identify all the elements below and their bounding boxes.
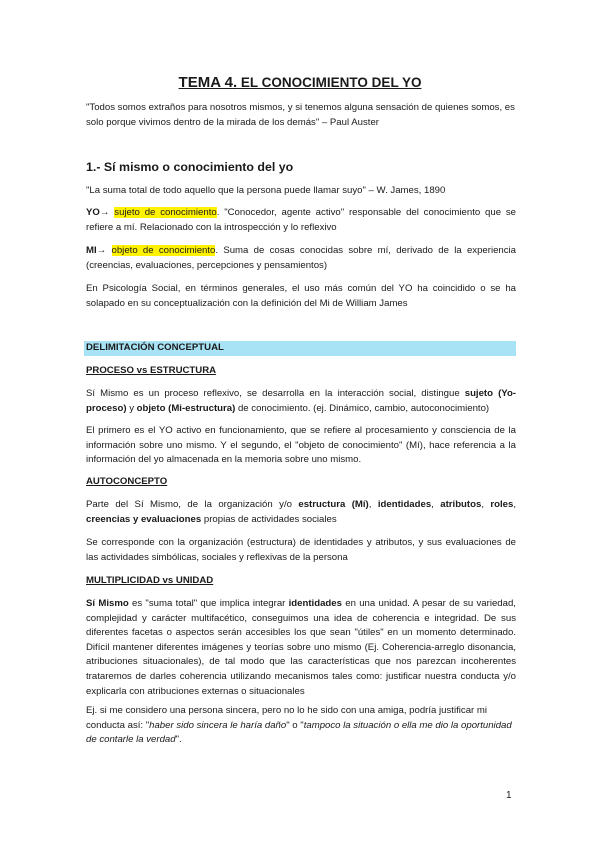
james-quote: "La suma total de todo aquello que la persona puede llamar suyo" – W. James, 1890: [86, 185, 446, 196]
autoconcepto-paragraph-2: Se corresponde con la organización (estructura) de identidades y atributos, y sus evaluaciones de las actividades simbólicas, sociales y reflexivas de la persona: [86, 537, 516, 563]
proceso-paragraph-2: El primero es el YO activo en funcionamiento, que se refiere al procesamiento y consciencia de la información sobre uno mismo. Y el segundo, el "objeto de conocimiento" (Mí), hace referencia a la información del yo almacenada en la memoria sobre uno mismo.: [86, 425, 516, 466]
page-title: TEMA 4. EL CONOCIMIENTO DEL YO: [178, 74, 422, 91]
section-band: DELIMITACIÓN CONCEPTUAL: [84, 341, 516, 356]
page-number: 1: [506, 790, 512, 801]
mi-definition: MI→ objeto de conocimiento. Suma de cosas conocidas sobre mí, derivado de la experiencia (creencias, evaluaciones, percepciones y pensamientos): [86, 245, 517, 271]
autoconcepto-paragraph-1: Parte del Sí Mismo, de la organización y/o estructura (Mí), identidades, atributos, roles, creencias y evaluaciones propias de actividades sociales: [86, 499, 517, 525]
yo-definition: YO→ sujeto de conocimiento. "Conocedor, agente activo" responsable del conocimiento que se refiere a mí. Relacionado con la introspección y lo reflexivo: [86, 207, 516, 233]
example-paragraph: Ej. si me considero una persona sincera, pero no lo he sido con una amiga, podría justificar mi conducta así: "haber sido sincera le haría daño" o "tampoco la situación o ella me dio la oportunidad de contarle la verdad".: [86, 705, 512, 746]
mi-highlight: objeto de conocimiento: [111, 245, 216, 256]
autoconcepto-heading: AUTOCONCEPTO: [86, 476, 168, 487]
yo-highlight: sujeto de conocimiento: [114, 207, 217, 218]
section-heading: 1.- Sí mismo o conocimiento del yo: [86, 160, 294, 174]
multiplicidad-heading: MULTIPLICIDAD vs UNIDAD: [86, 575, 214, 586]
epigraph: "Todos somos extraños para nosotros mismos, y si tenemos alguna sensación de quienes somos, es solo porque vivimos dentro de la mirada de los demás" – Paul Auster: [86, 102, 515, 128]
proceso-heading: PROCESO vs ESTRUCTURA: [86, 365, 217, 376]
psicologia-social-paragraph: En Psicología Social, en términos generales, el uso más común del YO ha coincidido o se ha solapado en su conceptualización con la definición del Mi de William James: [86, 283, 516, 309]
multiplicidad-paragraph: Sí Mismo es "suma total" que implica integrar identidades en una unidad. A pesar de su variedad, complejidad y carácter multifacético, conseguimos una idea de coherencia e integridad. De sus diferentes facetas o aspectos serán accesibles los que sean "útiles" en un momento determinado. Difícil mantener diferentes imágenes y teorías sobre uno mismo (Ej. Coherencia-arreglo disonancia, atribuciones situacionales), de tal modo que las características que nos parezcan incoherentes trataremos de darles coherencia utilizando mecanismos tales como: justificar nuestra conducta y/o explicarla con atribuciones externas o situacionales: [86, 598, 516, 697]
proceso-paragraph-1: Sí Mismo es un proceso reflexivo, se desarrolla en la interacción social, distingue sujeto (Yo-proceso) y objeto (Mi-estructura) de conocimiento. (ej. Dinámico, cambio, autoconocimiento): [86, 388, 516, 414]
